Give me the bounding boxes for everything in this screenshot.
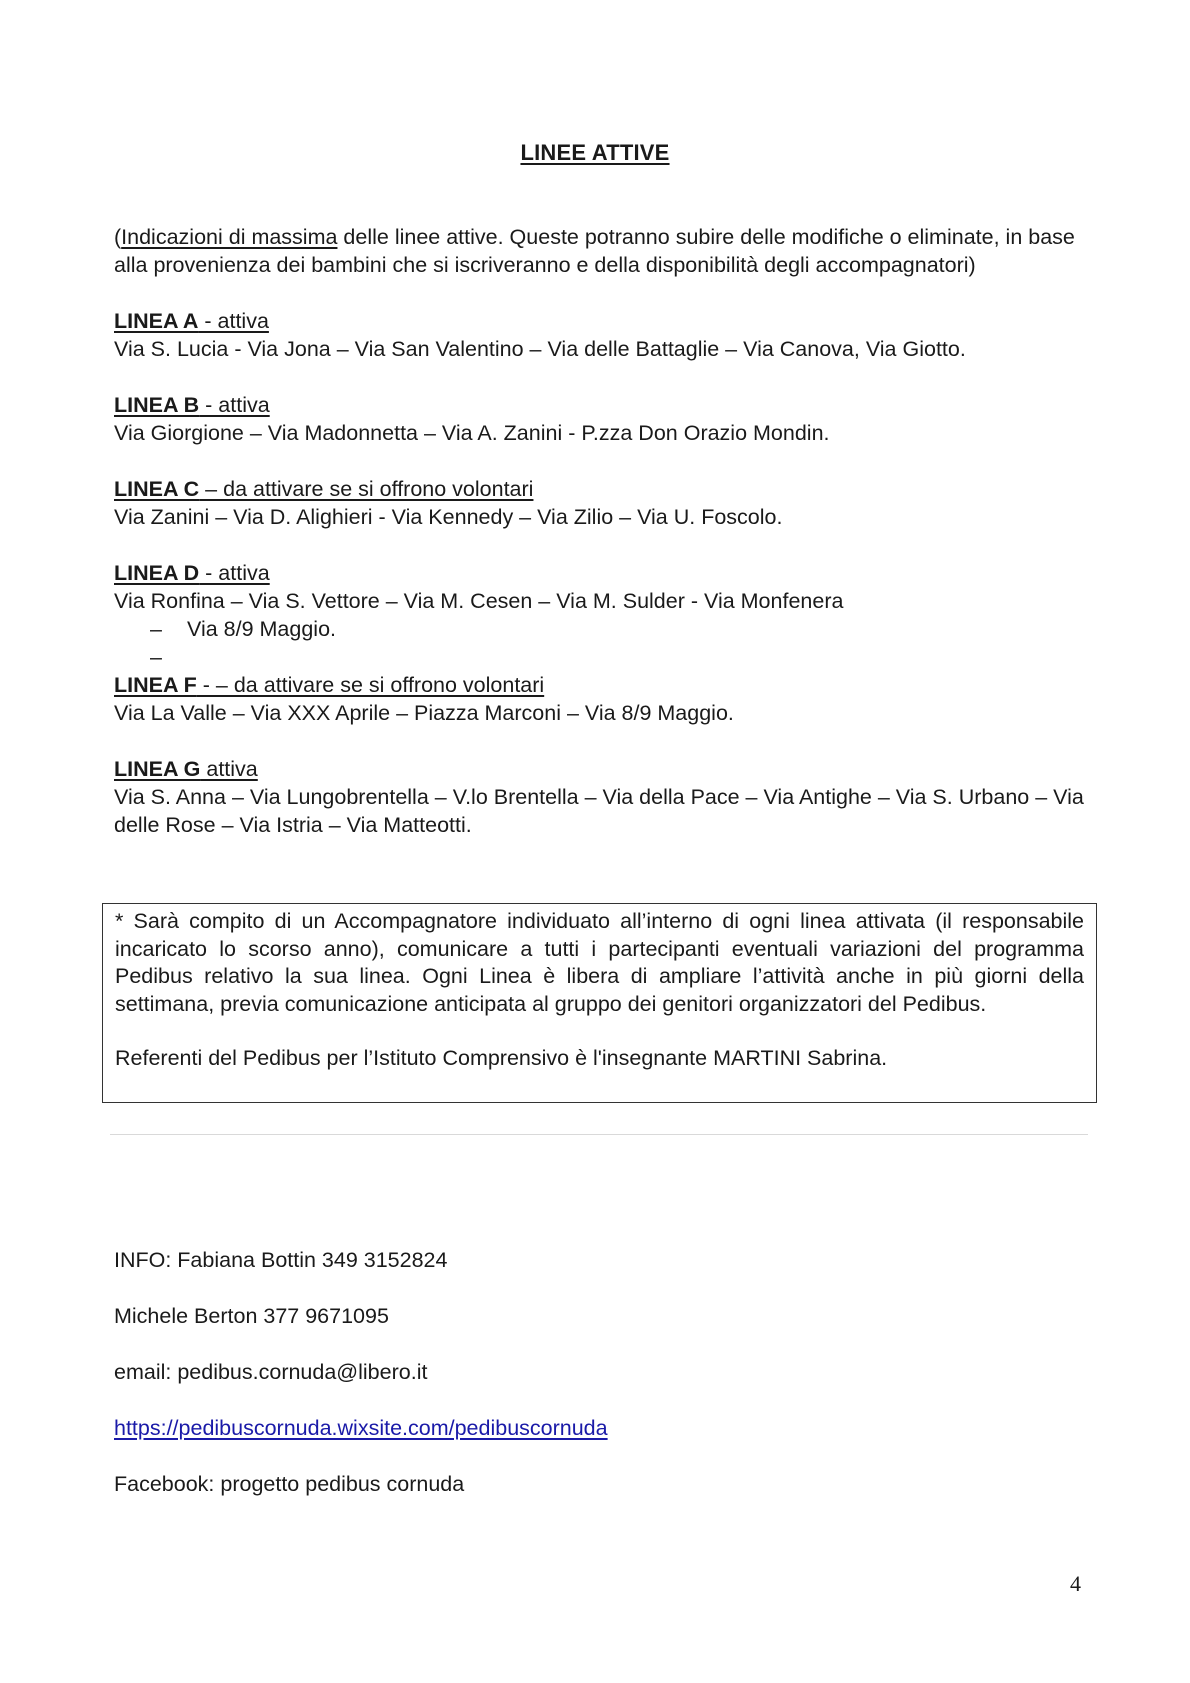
line-d-heading [114,559,1094,587]
line-a-route: Via S. Lucia - Via Jona – Via San Valentino – Via delle Battaglie – Via Canova, Via Giotto. [114,337,966,361]
notice-body: * Sarà compito di un Accompagnatore individuato all’interno di ogni linea attivata (il responsabile incaricato lo scorso anno), comunicare a tutti i partecipanti eventuali variazioni del programma Pedibus relativo la sua linea. Ogni Linea è libera di ampliare l’attività anche in più giorni della settimana, previa comunicazione anticipata al gruppo dei genitori organizzatori del Pedibus. [115,909,1084,1016]
notice-box [102,903,1097,1103]
page-number: 4 [1070,1571,1081,1596]
line-g-status: attiva [200,757,258,781]
info-contact-2: Michele Berton 377 9671095 [114,1304,389,1328]
intro-rest: delle linee attive. Queste potranno subire delle modifiche o eliminate, in base alla provenienza dei bambini che si iscriveranno e della disponibilità degli accompagnatori) [114,225,1075,277]
line-g-heading [114,755,1094,783]
line-f-route: Via La Valle – Via XXX Aprile – Piazza Marconi – Via 8/9 Maggio. [114,701,734,725]
intro-paragraph [114,223,1094,279]
line-c-status: – da attivare se si offrono volontari [199,477,534,501]
website-link[interactable]: https://pedibuscornuda.wixsite.com/pedibuscornuda [114,1416,608,1440]
line-c-name: LINEA C [114,477,200,501]
info-email: email: pedibus.cornuda@libero.it [114,1360,428,1384]
line-f-name: LINEA F [114,673,197,697]
line-b-block [114,391,1094,447]
info-contact-1: INFO: Fabiana Bottin 349 3152824 [114,1248,448,1272]
line-b-status: - attiva [199,393,270,417]
line-d-dash-item-empty [114,643,1094,671]
line-g-block [114,755,1094,839]
line-f-heading [114,671,1094,699]
line-d-dash-item [114,615,1094,643]
lines-section [114,223,1094,867]
line-d-block [114,559,1094,671]
line-d-route: Via Ronfina – Via S. Vettore – Via M. Cesen – Via M. Sulder - Via Monfenera [114,589,844,613]
line-b-heading [114,391,1094,419]
line-f-block [114,671,1094,727]
dash-bullet: – [150,617,162,641]
line-f-status: - – da attivare se si offrono volontari [196,673,545,697]
line-a-heading [114,307,1094,335]
line-c-heading [114,475,1094,503]
line-d-dash-text: Via 8/9 Maggio. [187,617,337,641]
notice-referent: Referenti del Pedibus per l’Istituto Comprensivo è l'insegnante MARTINI Sabrina. [115,1046,888,1070]
info-website-row [114,1414,608,1442]
line-b-route: Via Giorgione – Via Madonnetta – Via A. Zanini - P.zza Don Orazio Mondin. [114,421,830,445]
info-facebook: Facebook: progetto pedibus cornuda [114,1472,465,1496]
line-d-name: LINEA D [114,561,200,585]
line-c-route: Via Zanini – Via D. Alighieri - Via Kennedy – Via Zilio – Via U. Foscolo. [114,505,783,529]
line-a-name: LINEA A [114,309,199,333]
info-section [114,1246,608,1526]
page-title: LINEE ATTIVE [520,140,670,165]
intro-open-paren: ( [114,225,122,249]
line-d-status: - attiva [199,561,270,585]
line-g-route: Via S. Anna – Via Lungobrentella – V.lo Brentella – Via della Pace – Via Antighe – Via S. Urbano – Via delle Rose – Via Istria – Via Matteotti. [114,785,1084,837]
line-c-block [114,475,1094,531]
divider-line [110,1134,1088,1135]
line-a-status: - attiva [198,309,269,333]
dash-bullet: – [150,645,162,669]
line-a-block [114,307,1094,363]
line-g-name: LINEA G [114,757,201,781]
line-b-name: LINEA B [114,393,200,417]
intro-underlined: Indicazioni di massima [121,225,338,249]
